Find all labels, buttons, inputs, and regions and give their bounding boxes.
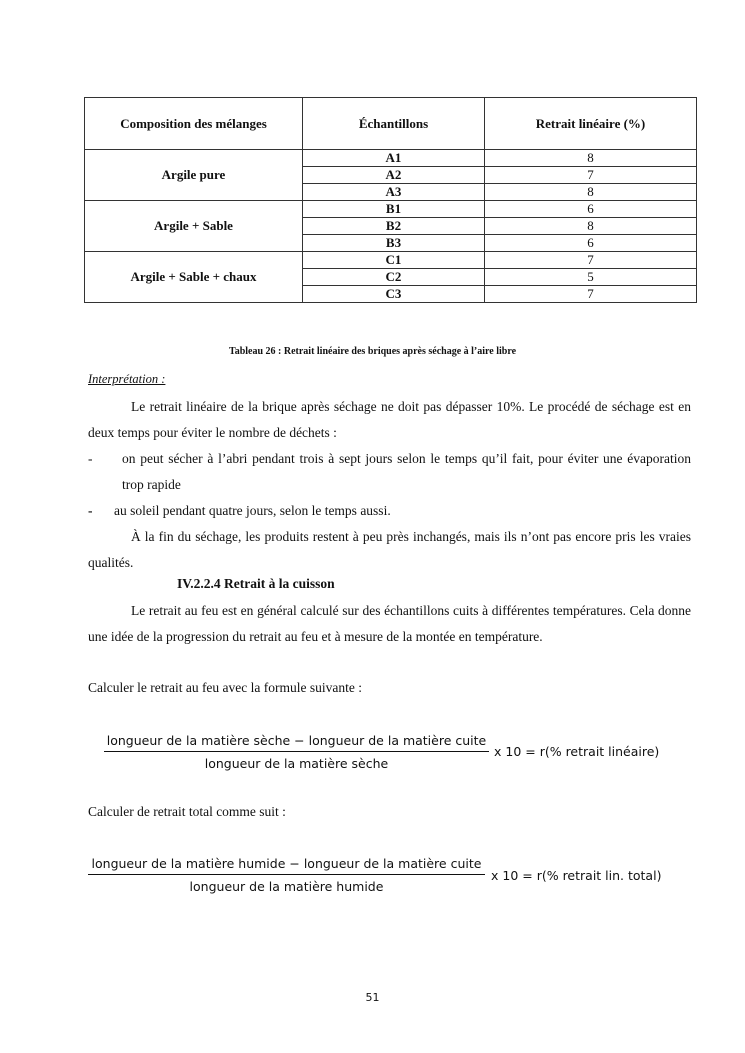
sample-cell: C3 xyxy=(303,286,485,303)
table-row xyxy=(85,252,697,269)
calc-intro-1: Calculer le retrait au feu avec la formule suivante : xyxy=(88,680,362,695)
paragraph-drying-limit: Le retrait linéaire de la brique après séchage ne doit pas dépasser 10%. Le procédé de séchage est en deux temps pour éviter le nombre de déchets : xyxy=(88,399,691,440)
sample-cell: A1 xyxy=(303,150,485,167)
value-cell: 8 xyxy=(485,150,697,167)
header-shrinkage: Retrait linéaire (%) xyxy=(485,98,697,150)
bullet-item xyxy=(88,446,691,498)
firing-block xyxy=(88,598,691,650)
header-samples: Échantillons xyxy=(303,98,485,150)
numerator: longueur de la matière humide − longueur de la matière cuite xyxy=(88,856,485,875)
numerator: longueur de la matière sèche − longueur de la matière cuite xyxy=(104,733,489,752)
bullet-text: au soleil pendant quatre jours, selon le temps aussi. xyxy=(114,503,391,518)
sample-cell: C2 xyxy=(303,269,485,286)
paragraph-firing-shrinkage: Le retrait au feu est en général calculé sur des échantillons cuits à différentes températures. Cela donne une idée de la progression du retrait au feu et à mesure de la montée en température. xyxy=(88,603,691,644)
value-cell: 8 xyxy=(485,184,697,201)
value-cell: 8 xyxy=(485,218,697,235)
fraction xyxy=(104,733,489,771)
value-cell: 7 xyxy=(485,167,697,184)
formula-result: x 10 = r(% retrait lin. total) xyxy=(491,868,662,883)
fraction xyxy=(88,856,485,894)
bullet-marker: - xyxy=(88,503,93,518)
composition-cell: Argile + Sable xyxy=(85,201,303,252)
composition-cell: Argile pure xyxy=(85,150,303,201)
table-row xyxy=(85,150,697,167)
composition-cell: Argile + Sable + chaux xyxy=(85,252,303,303)
value-cell: 6 xyxy=(485,235,697,252)
section-heading: IV.2.2.4 Retrait à la cuisson xyxy=(177,576,335,591)
bullet-marker: - xyxy=(88,451,93,466)
paragraph-end-drying: À la fin du séchage, les produits restent à peu près inchangés, mais ils n’ont pas encore pris les vraies qualités. xyxy=(88,529,691,570)
sample-cell: B2 xyxy=(303,218,485,235)
value-cell: 7 xyxy=(485,252,697,269)
sample-cell: B3 xyxy=(303,235,485,252)
formula-result: x 10 = r(% retrait linéaire) xyxy=(494,744,660,759)
header-composition: Composition des mélanges xyxy=(85,98,303,150)
bullet-text: on peut sécher à l’abri pendant trois à sept jours selon le temps qu’il fait, pour éviter une évaporation trop rapide xyxy=(122,451,691,492)
value-cell: 5 xyxy=(485,269,697,286)
sample-cell: A2 xyxy=(303,167,485,184)
shrinkage-table xyxy=(84,97,697,303)
table-caption: Tableau 26 : Retrait linéaire des briques après séchage à l’aire libre xyxy=(228,346,517,357)
page-number: 51 xyxy=(365,991,380,1004)
sample-cell: B1 xyxy=(303,201,485,218)
denominator: longueur de la matière humide xyxy=(189,879,384,894)
interpretation-block xyxy=(88,394,691,576)
sample-cell: A3 xyxy=(303,184,485,201)
interpretation-label: Interprétation : xyxy=(88,372,166,386)
calc-intro-2: Calculer de retrait total comme suit : xyxy=(88,804,286,819)
table-header-row xyxy=(85,98,697,150)
sample-cell: C1 xyxy=(303,252,485,269)
value-cell: 7 xyxy=(485,286,697,303)
denominator: longueur de la matière sèche xyxy=(204,756,389,771)
table-row xyxy=(85,201,697,218)
bullet-item xyxy=(88,498,691,524)
value-cell: 6 xyxy=(485,201,697,218)
